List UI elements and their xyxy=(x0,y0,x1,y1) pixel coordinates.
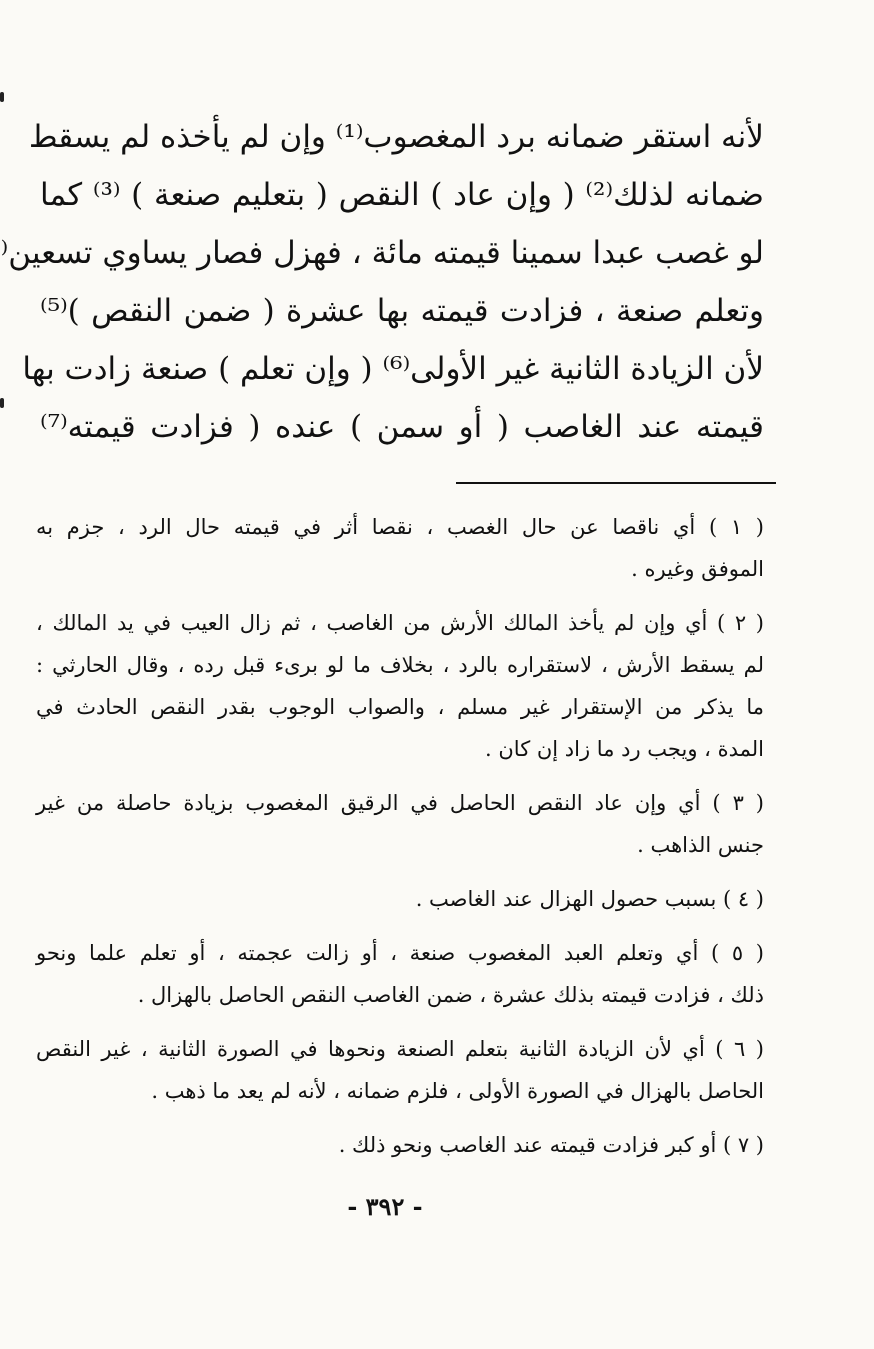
footnote-7 xyxy=(36,1124,764,1166)
main-text-line: وتعلم صنعة ، فزادت قيمته بها عشرة ( ضمن النقص )⁽⁵⁾ xyxy=(40,293,764,329)
footnote-line: ما يذكر من الإستقرار غير مسلم ، والصواب الوجوب بقدر النقص الحادث في xyxy=(36,695,764,719)
footnote-5 xyxy=(36,932,764,1016)
footnote-2 xyxy=(36,602,764,770)
footnote-line: لم يسقط الأرش ، لاستقراره بالرد ، بخلاف ما لو برىء قبل رده ، وقال الحارثي : xyxy=(36,653,764,677)
footnote-6 xyxy=(36,1028,764,1112)
footnote-3 xyxy=(36,782,764,866)
footnote-4 xyxy=(36,878,764,920)
footnote-line: ( ٥ ) أي وتعلم العبد المغصوب صنعة ، أو زالت عجمته ، أو تعلم علما ونحو xyxy=(36,941,764,965)
footnote-line: الحاصل بالهزال في الصورة الأولى ، فلزم ضمانه ، لأنه لم يعد ما ذهب . xyxy=(151,1079,764,1103)
footnote-line: المدة ، ويجب رد ما زاد إن كان . xyxy=(485,737,764,761)
margin-mark xyxy=(0,398,4,408)
page-number: - ٣٩٢ - xyxy=(347,1192,423,1221)
main-text-line: قيمته عند الغاصب ( أو سمن ) عنده ( فزادت قيمته⁽⁷⁾ xyxy=(40,409,764,445)
footnote-line: جنس الذاهب . xyxy=(637,833,764,857)
footnote-line: ( ٦ ) أي لأن الزيادة الثانية بتعلم الصنعة ونحوها في الصورة الثانية ، غير النقص xyxy=(36,1037,764,1061)
footnote-1 xyxy=(36,506,764,590)
main-text-line: لو غصب عبدا سمينا قيمته مائة ، فهزل فصار يساوي تسعين⁽ xyxy=(0,235,764,271)
main-text-line: لأنه استقر ضمانه برد المغصوب⁽¹⁾ وإن لم يأخذه لم يسقط xyxy=(28,119,764,155)
footnote-line: ( ١ ) أي ناقصا عن حال الغصب ، نقصا أثر في قيمته حال الرد ، جزم به xyxy=(36,515,764,539)
footnote-line: ( ٣ ) أي وإن عاد النقص الحاصل في الرقيق المغصوب بزيادة حاصلة من غير xyxy=(36,791,764,815)
main-text-line: ضمانه لذلك⁽²⁾ ( وإن عاد ) النقص ( بتعليم صنعة ) ⁽³⁾ كما xyxy=(40,177,764,213)
main-text-block xyxy=(0,108,764,456)
footnote-line: ذلك ، فزادت قيمته بذلك عشرة ، ضمن الغاصب النقص الحاصل بالهزال . xyxy=(137,983,764,1007)
margin-mark xyxy=(0,92,4,102)
footnote-line: ( ٧ ) أو كبر فزادت قيمته عند الغاصب ونحو ذلك . xyxy=(338,1133,764,1157)
footnote-line: ( ٢ ) أي وإن لم يأخذ المالك الأرش من الغاصب ، ثم زال العيب في يد المالك ، xyxy=(36,611,764,635)
footnote-line: الموفق وغيره . xyxy=(631,557,764,581)
footnote-line: ( ٤ ) بسبب حصول الهزال عند الغاصب . xyxy=(415,887,764,911)
main-text-line: لأن الزيادة الثانية غير الأولى⁽⁶⁾ ( وإن تعلم ) صنعة زادت بها xyxy=(22,351,764,387)
footnote-divider xyxy=(456,482,776,484)
footnotes-section xyxy=(36,506,764,1178)
